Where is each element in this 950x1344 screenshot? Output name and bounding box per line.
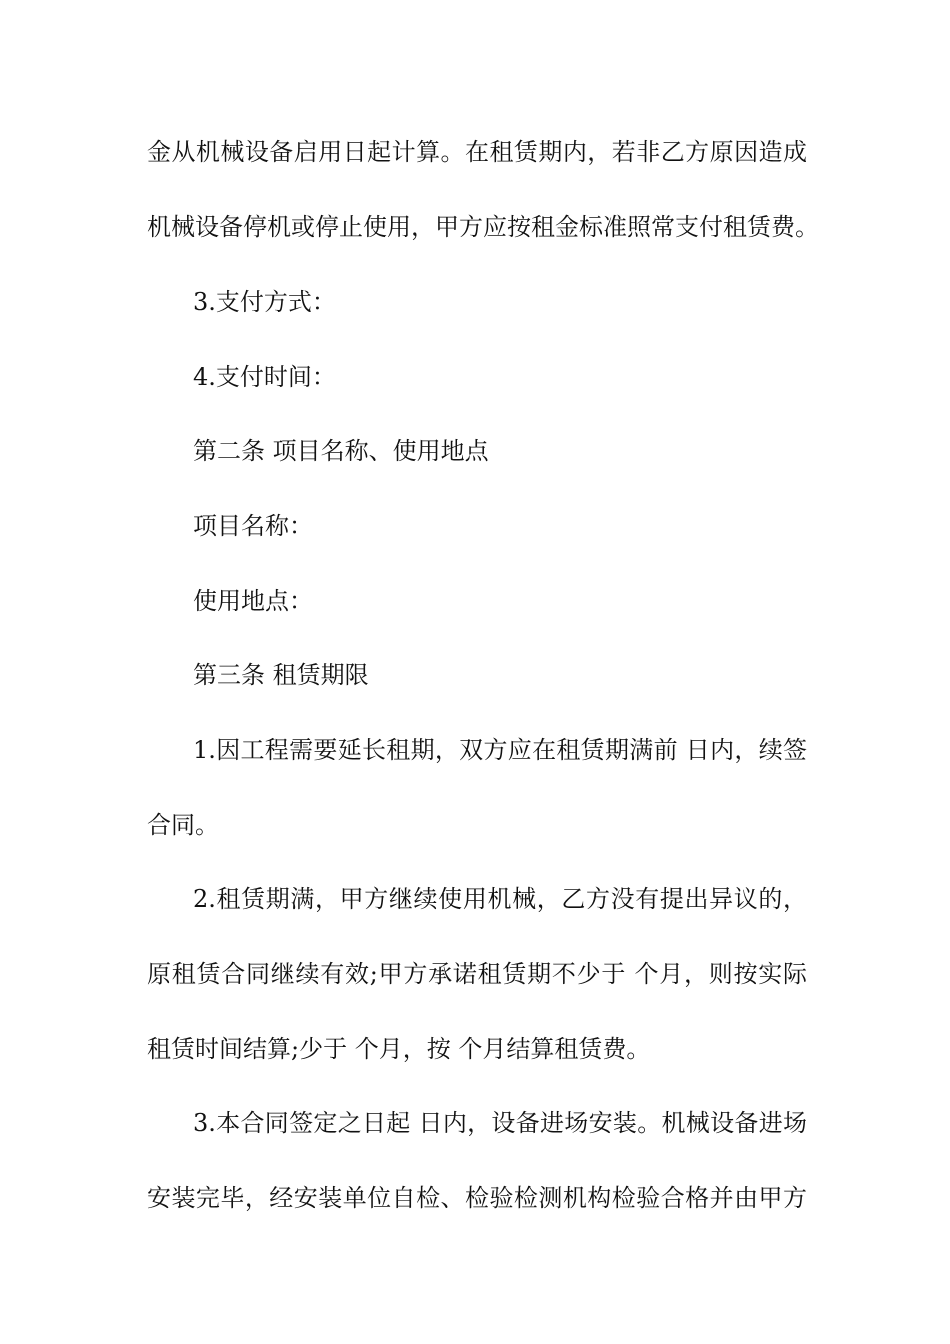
article-2-heading: 第二条 项目名称、使用地点: [193, 437, 489, 465]
article-3-heading: 第三条 租赁期限: [193, 661, 369, 689]
paragraph-line: 安装完毕，经安装单位自检、检验检测机构检验合格并由甲方: [147, 1184, 807, 1212]
paragraph-line: 2.租赁期满，甲方继续使用机械，乙方没有提出异议的，: [193, 885, 807, 913]
paragraph-line: 1.因工程需要延长租期，双方应在租赁期满前 日内，续签: [193, 736, 807, 764]
paragraph-line: 租赁时间结算;少于 个月，按 个月结算租赁费。: [147, 1035, 651, 1063]
paragraph-line: 3.本合同签定之日起 日内，设备进场安装。机械设备进场: [193, 1109, 807, 1137]
payment-time-line: 4.支付时间：: [193, 363, 336, 391]
paragraph-line: 合同。: [147, 811, 219, 839]
paragraph-line: 机械设备停机或停止使用，甲方应按租金标准照常支付租赁费。: [147, 213, 819, 241]
project-name-line: 项目名称：: [193, 512, 313, 540]
payment-method-line: 3.支付方式：: [193, 288, 336, 316]
paragraph-line: 原租赁合同继续有效;甲方承诺租赁期不少于 个月，则按实际: [147, 960, 807, 988]
paragraph-line: 金从机械设备启用日起计算。在租赁期内，若非乙方原因造成: [147, 138, 807, 166]
usage-location-line: 使用地点：: [193, 587, 313, 615]
